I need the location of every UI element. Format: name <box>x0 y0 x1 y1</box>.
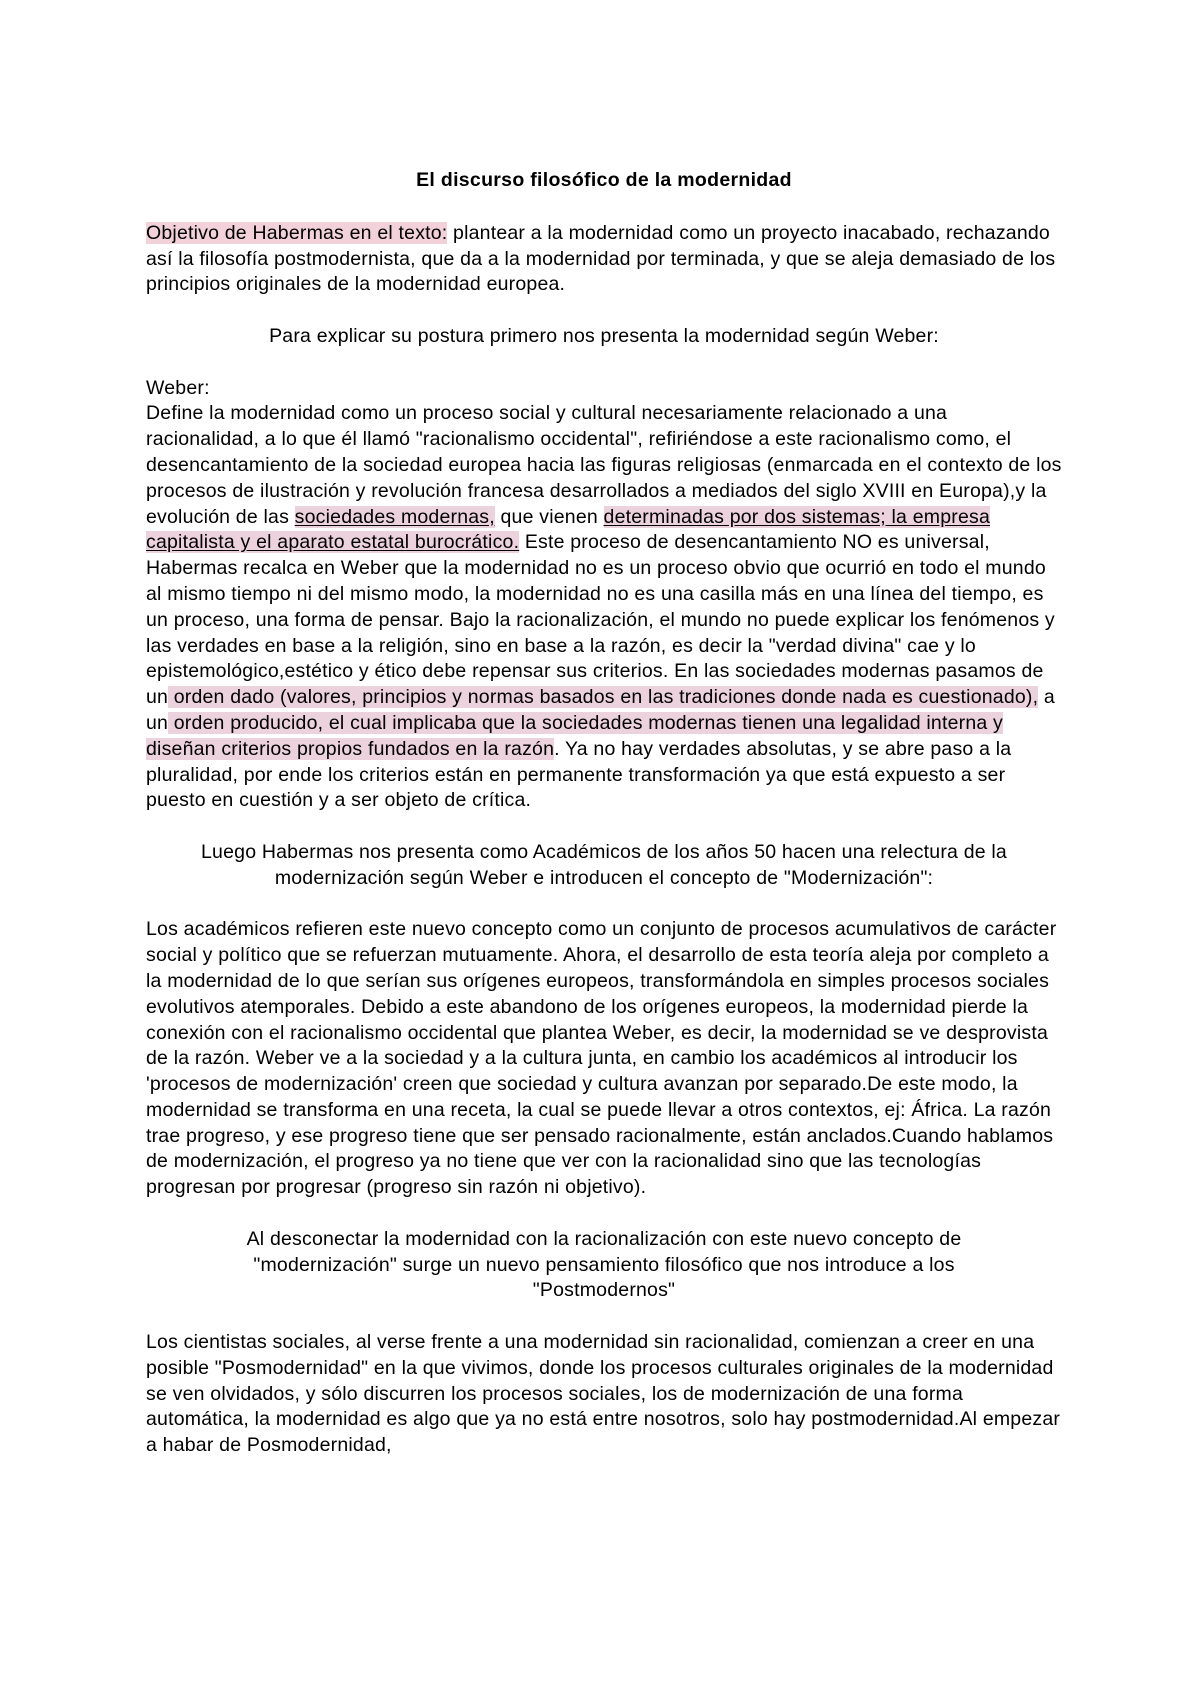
weber-label: Weber: <box>146 376 210 399</box>
heading-postmodern: Al desconectar la modernidad con la racionalización con este nuevo concepto de "modernización" surge un nuevo pensamiento filosófico que nos introduce a los "Postmodernos" <box>246 1227 962 1302</box>
weber-text-1: Define la modernidad como un proceso social y cultural necesariamente relacionado a una racionalidad, a lo que él llamó "racionalismo occidental", refiriéndose a este racionalismo como, el desencantamiento de la sociedad europea hacia las figuras religiosas (enmarcada en el contexto de los procesos de ilustración y revolución francesa desarrollados a mediados del siglo XVIII en Europa),y la evolución de las <box>146 402 1062 528</box>
document-page <box>146 168 1062 1459</box>
weber-text-4: a un <box>146 686 1055 734</box>
highlight-orden-dado: orden dado (valores, principios y normas basados en las tradiciones donde nada es cuestionado), <box>168 686 1039 709</box>
document-title: El discurso filosófico de la modernidad <box>416 169 792 191</box>
postmodern-paragraph: Los cientistas sociales, al verse frente a una modernidad sin racionalidad, comienzan a creer en una posible "Posmodernidad" en la que vivimos, donde los procesos culturales originales de la modernidad se ven olvidados, y sólo discurren los procesos sociales, los de modernización de una forma automática, la modernidad es algo que ya no está entre nosotros, solo hay postmodernidad.Al empezar a habar de Posmodernidad, <box>146 1331 1061 1457</box>
highlight-sociedades-modernas: sociedades modernas, <box>294 505 495 528</box>
intro-paragraph <box>146 221 1062 298</box>
weber-paragraph <box>146 401 1062 814</box>
heading-weber: Para explicar su postura primero nos presenta la modernidad según Weber: <box>269 324 939 347</box>
intro-label-highlight: Objetivo de Habermas en el texto: <box>146 221 448 244</box>
highlight-orden-producido: orden producido, el cual implicaba que la sociedades modernas tienen una legalidad interna y diseñan criterios propios fundados en la razón <box>146 711 1003 760</box>
intro-text: plantear a la modernidad como un proyecto inacabado, rechazando así la filosofía postmodernista, que da a la modernidad por terminada, y que se aleja demasiado de los principios originales de la modernidad europea. <box>146 221 1056 296</box>
heading-academics: Luego Habermas nos presenta como Académicos de los años 50 hacen una relectura de la modernización según Weber e introducen el concepto de "Modernización": <box>201 840 1007 889</box>
academics-paragraph: Los académicos refieren este nuevo concepto como un conjunto de procesos acumulativos de carácter social y político que se refuerzan mutuamente. Ahora, el desarrollo de esta teoría aleja por completo a la modernidad de lo que serían sus orígenes europeos, transformándola en simples procesos sociales evolutivos atemporales. Debido a este abandono de los orígenes europeos, la modernidad pierde la conexión con el racionalismo occidental que plantea Weber, es decir, la modernidad se ve desprovista de la razón. Weber ve a la sociedad y a la cultura junta, en cambio los académicos al introducir los 'procesos de modernización' creen que sociedad y cultura avanzan por separado.De este modo, la modernidad se transforma en una receta, la cual se puede llevar a otros contextos, ej: África. La razón trae progreso, y ese progreso tiene que ser pensado racionalmente, están anclados.Cuando hablamos de modernización, el progreso ya no tiene que ver con la racionalidad sino que las tecnologías progresan por progresar (progreso sin razón ni objetivo). <box>146 918 1057 1199</box>
weber-text-3: Este proceso de desencantamiento NO es universal, Habermas recalca en Weber que la modernidad no es un proceso obvio que ocurrió en todo el mundo al mismo tiempo ni del mismo modo, la modernidad no es una casilla más en una línea del tiempo, es un proceso, una forma de pensar. Bajo la racionalización, el mundo no puede explicar los fenómenos y las verdades en base a la religión, sino en base a la razón, es decir la "verdad divina" cae y lo epistemológico,estético y ético debe repensar sus criterios. En las sociedades modernas pasamos de un <box>146 531 1055 709</box>
weber-text-2: que vienen <box>494 505 604 528</box>
highlight-dos-sistemas: determinadas por dos sistemas; la empresa capitalista y el aparato estatal burocrático. <box>146 505 990 554</box>
weber-text-5: . Ya no hay verdades absolutas, y se abre paso a la pluralidad, por ende los criterios están en permanente transformación ya que está expuesto a ser puesto en cuestión y a ser objeto de crítica. <box>146 737 1012 812</box>
